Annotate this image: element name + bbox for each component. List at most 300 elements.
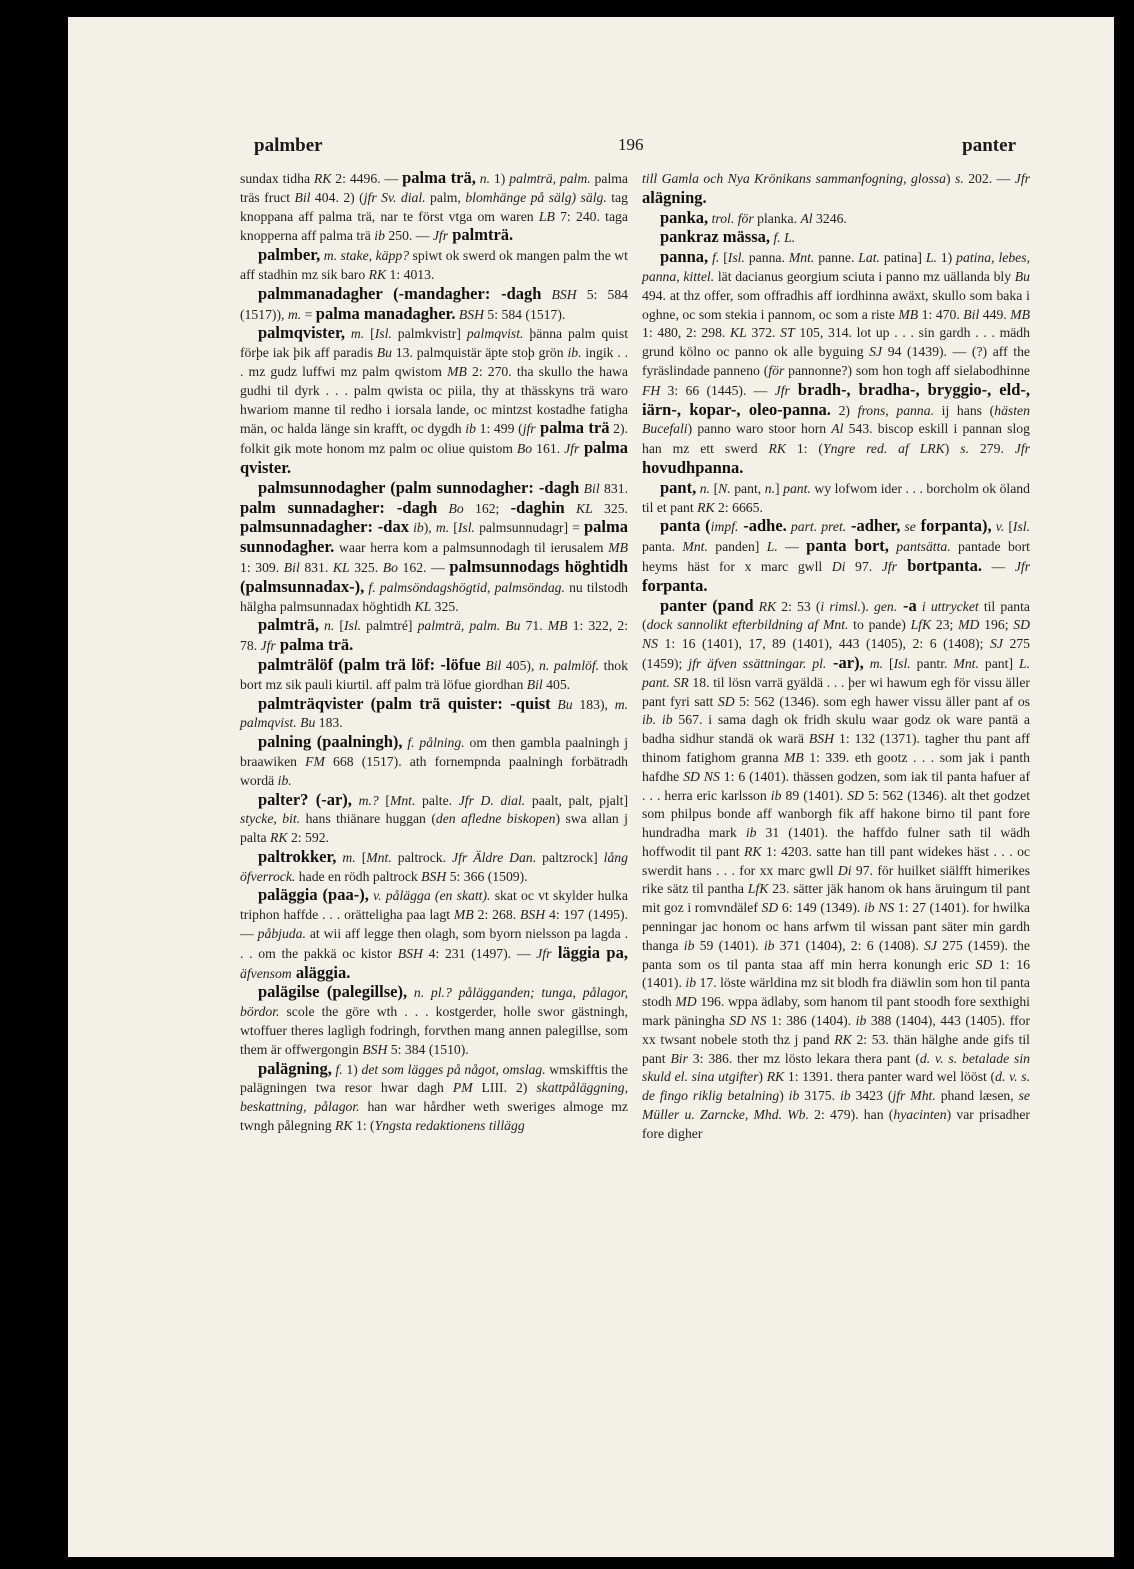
entry-text: 1: 6 (1401). thässen godzen, som iak til panta hafuer af . . . herra eric karlsson xyxy=(642,768,1031,803)
entry-text: [ xyxy=(339,618,344,634)
entry-text: lät dacianus georgium sciuta i panno mz uällanda bly xyxy=(714,268,1015,284)
entry-text: 3175. xyxy=(799,1088,840,1104)
italic-text: n. xyxy=(475,171,494,186)
entry-text: ) panno waro stoor horn xyxy=(687,421,832,437)
italic-text: n. xyxy=(696,480,714,496)
dictionary-entry xyxy=(240,848,628,887)
entry-text: 5: 584 (1517). xyxy=(483,306,566,322)
dictionary-entry xyxy=(240,656,628,695)
italic-text: Mnt. xyxy=(366,849,392,865)
italic-text: Bo xyxy=(437,500,464,516)
entry-text: 97. xyxy=(845,558,882,574)
italic-text: m. xyxy=(336,849,362,865)
italic-text: SD xyxy=(761,900,779,916)
entry-text: 668 (1517). ath fornempnda paalningh forbätradh wordä xyxy=(240,753,628,788)
entry-text: 388 (1404), 443 (1405). ffor xx twsant nobele stoth thz j pand xyxy=(642,1013,1031,1047)
headword: alägning. xyxy=(642,187,707,207)
italic-text: Mnt. xyxy=(389,792,416,808)
entry-text: 2: 479). han ( xyxy=(808,1107,894,1123)
headword: palning (paalningh), xyxy=(258,732,403,752)
headword: palmträqvister (palm trä quister: -quist xyxy=(258,693,551,713)
entry-text: 1: ( xyxy=(785,441,823,457)
headword: forpanta. xyxy=(642,575,708,595)
italic-text: SR xyxy=(673,674,689,690)
headword: -daghin xyxy=(510,497,565,517)
italic-text: Isl. xyxy=(727,250,745,266)
italic-text: v. xyxy=(991,519,1009,535)
italic-text: pant. xyxy=(783,480,811,496)
italic-text: RK xyxy=(766,1069,785,1085)
entry-text: 5: 562 (1346). som egh hawer vissu äller pant af os xyxy=(734,693,1030,709)
entry-text: ) xyxy=(944,441,961,457)
italic-text: Jfr xyxy=(1014,441,1030,457)
entry-text: 325. xyxy=(592,500,628,516)
entry-text: paalt, palt, pjalt] xyxy=(525,792,629,808)
italic-text: hyacinten xyxy=(893,1107,947,1123)
entry-text: paltzrock] xyxy=(536,849,604,865)
italic-text: påbjuda. xyxy=(257,926,306,942)
italic-text: SD xyxy=(975,956,993,972)
dictionary-entry xyxy=(642,597,1030,1144)
entry-text: 5: 366 (1509). xyxy=(446,868,528,884)
italic-text: PM xyxy=(452,1080,473,1096)
entry-text: [ xyxy=(361,849,367,865)
italic-text: jfr Sv. dial. xyxy=(363,189,426,205)
entry-text: 202. — xyxy=(963,171,1015,186)
italic-text: se xyxy=(900,519,916,535)
entry-text: pannonne?) som hon togh aff sielabodhinne xyxy=(784,362,1030,378)
entry-text: 31 (1401). the haffdo fulner sath til wädh hoffwodit til pant xyxy=(642,825,1030,859)
entry-text: pant, xyxy=(730,480,765,496)
entry-text: waar herra kom a palmsunnodagh til ierusalem xyxy=(334,540,609,556)
entry-text: 2: 6665. xyxy=(714,499,763,515)
headword: palmqvister, xyxy=(258,323,345,343)
entry-text: 2: 53 ( xyxy=(776,598,821,614)
italic-text: BSH xyxy=(541,286,577,302)
entry-continuation xyxy=(240,169,628,246)
entry-text: 2) xyxy=(830,402,858,418)
entry-text: 196; xyxy=(979,617,1014,633)
italic-text: SD NS xyxy=(729,1013,767,1029)
headword: palmsunnadagher: -dax xyxy=(240,517,409,537)
entry-text: 543. biscop eskill i pannan slog han mz ett swerd xyxy=(642,421,1030,457)
entry-text: = xyxy=(301,306,316,322)
italic-text: pålägga (en skatt). xyxy=(385,888,491,904)
entry-text: 449. xyxy=(979,306,1011,322)
entry-text: sundax tidha xyxy=(240,171,314,186)
italic-text: ib xyxy=(408,520,424,536)
entry-text: til panta ( xyxy=(642,598,1030,633)
italic-text: KL xyxy=(332,559,350,575)
entry-text: ). xyxy=(860,598,875,614)
entry-text: om then gambla paalningh j braawiken xyxy=(240,735,628,769)
italic-text: MD xyxy=(675,994,697,1010)
italic-text: KL xyxy=(730,325,747,341)
italic-text: SJ xyxy=(869,344,883,360)
headword: pankraz mässa, xyxy=(660,227,771,247)
entry-text: [ xyxy=(370,326,375,342)
italic-text: s. xyxy=(960,441,970,457)
entry-text: 1: 4203. satte han till pant widekes häst . . . oc swerdit hans . . . for xx marc gwll xyxy=(642,843,1030,878)
italic-text: äfvensom xyxy=(240,965,292,981)
italic-text: SD NS xyxy=(683,768,720,784)
entry-text: 3423 ( xyxy=(850,1088,893,1104)
italic-text: BSH xyxy=(362,1041,388,1057)
italic-text: Bo xyxy=(516,441,533,457)
dictionary-page xyxy=(68,17,1114,1557)
italic-text: RK xyxy=(335,1118,353,1134)
entry-text: — xyxy=(981,558,1015,574)
italic-text: jfr xyxy=(522,421,536,437)
italic-text: Bu xyxy=(1014,268,1030,284)
headword: pant, xyxy=(660,477,697,497)
headword: panter (pand xyxy=(660,595,754,615)
italic-text: KL xyxy=(564,500,593,516)
italic-text: Bil xyxy=(480,657,502,673)
italic-text: palmträ, palm. xyxy=(417,618,501,634)
italic-text: m. xyxy=(287,306,302,322)
italic-text: blomhänge på sälg) sälg. xyxy=(465,189,607,205)
italic-text: RK xyxy=(834,1031,852,1047)
italic-text: f. palmsöndagshögtid, palmsöndag. xyxy=(364,579,565,595)
entry-text: scole the göre wth . . . kostgerder, holle swor gästningh, wtoffuer theres laglìgh fodringh, forvthen mang annen palegillse, som them är offwergongin xyxy=(240,1004,628,1057)
italic-text: Bo xyxy=(382,559,398,575)
italic-text: Yngre red. af LRK xyxy=(822,441,945,457)
entry-text: 1) xyxy=(936,250,957,266)
entry-text: 162. — xyxy=(397,559,450,575)
dictionary-entry xyxy=(642,228,1030,248)
dictionary-entry xyxy=(642,517,1030,596)
headword: paltrokker, xyxy=(258,846,337,866)
entry-text: 567. i sama dagh ok fridh skulu waar godz ok ware pantä a badha sidhur standä ok warä xyxy=(642,712,1031,747)
italic-text: SD xyxy=(847,787,864,803)
italic-text: ib xyxy=(374,228,385,244)
italic-text: LfK xyxy=(910,617,932,633)
entry-text: ij hans ( xyxy=(934,402,995,418)
entry-text: palm, xyxy=(425,189,466,205)
italic-text: L. xyxy=(925,250,937,266)
entry-text: pantade bort heyms häst for x marc gwll xyxy=(642,539,1030,574)
italic-text: palmqvist. xyxy=(466,326,524,342)
headword: palma trä, xyxy=(402,168,476,187)
entry-text: palte. xyxy=(415,792,459,808)
italic-text: ib. xyxy=(567,345,582,361)
italic-text: Bu xyxy=(300,715,316,731)
headword: panka, xyxy=(660,207,709,227)
running-head-right: panter xyxy=(962,135,1016,156)
headword: -a xyxy=(897,595,917,615)
italic-text: impf. xyxy=(710,519,739,535)
entry-text: 2: 4496. — xyxy=(331,171,403,186)
italic-text: Di xyxy=(831,558,846,574)
entry-text: han war hårdher weth sweriges almoge mz twngh pålegning xyxy=(240,1099,628,1134)
headword: panta ( xyxy=(660,516,711,536)
entry-text: thok bort mz sik pauli kiurtil. aff palm trä löfue giordhan xyxy=(240,657,628,692)
italic-text: Mnt. xyxy=(953,655,979,671)
italic-text: MD xyxy=(958,617,980,633)
dictionary-entry xyxy=(240,285,628,325)
italic-text: Bil xyxy=(283,559,300,575)
entry-text: 1: 470. xyxy=(918,306,964,322)
entry-text: 1: ( xyxy=(352,1118,375,1134)
italic-text: d. v. s. betalade sin skuld el. sina utgifter xyxy=(642,1050,1030,1085)
italic-text: den afledne biskopen xyxy=(435,811,556,827)
entry-text: [ xyxy=(889,655,894,671)
entry-text: palmtré] xyxy=(361,618,418,634)
entry-text: tag knoppana aff palma trä, nar te först vtga om waren xyxy=(240,189,628,224)
entry-text: [ xyxy=(713,480,719,496)
italic-text: MB xyxy=(608,540,628,556)
entry-text: panta. xyxy=(642,539,683,555)
dictionary-entry xyxy=(240,616,628,656)
headword: -ar), xyxy=(826,652,864,672)
italic-text: ib NS xyxy=(863,900,895,916)
entry-text: 94 (1439). — (?) aff the fyräslindade panneno ( xyxy=(642,344,1030,378)
entry-text: 196. wppa ädlaby, som hanom til pant stoodh fore sexthighi mark päningha xyxy=(642,994,1030,1029)
entry-text: 275 (1459). the panta som os til panta staa aff min herra konungh eric xyxy=(642,937,1030,972)
italic-text: Bu xyxy=(550,696,573,712)
dictionary-entry xyxy=(642,209,1030,229)
headword: paläggia (paa-), xyxy=(258,885,369,905)
italic-text: i rimsl. xyxy=(820,598,861,614)
entry-text: paltrock. xyxy=(391,849,453,865)
entry-text: 2: 592. xyxy=(287,830,329,846)
italic-text: Bil xyxy=(579,480,600,496)
italic-text: RK xyxy=(768,441,786,457)
entry-text: 2: 270. tha skullo the hawa gudhi til dyrk . . . palm qwista oc piila, thy at thässkyns trä waro hwariom manne til redho i iorsala lande, oc mintzst kostadhe fatigha män, oc halda länge sin krafft, oc dygdh xyxy=(240,363,628,437)
entry-text: pant] xyxy=(978,655,1019,671)
running-head-left: palmber xyxy=(254,135,323,156)
headword: palma trä. xyxy=(275,635,354,655)
entry-text: nu tilstodh hälgha palmsunnadax höghtidh xyxy=(240,579,629,614)
entry-text: 5: 584 (1517)), xyxy=(240,286,629,322)
italic-text: pantsätta. xyxy=(888,539,951,555)
entry-text: 2: 53. thän hälghe ande gifs til pant xyxy=(642,1031,1030,1066)
entry-text: 3: 386. ther mz lösto lekara thera pant ( xyxy=(687,1050,920,1066)
dictionary-entry xyxy=(240,695,628,734)
page-number: 196 xyxy=(618,135,644,154)
entry-text: 831. xyxy=(299,559,333,575)
italic-text: ib. xyxy=(277,772,292,788)
italic-text: SD xyxy=(717,693,735,709)
italic-text: Jfr xyxy=(536,945,552,961)
right-column xyxy=(642,169,1030,1144)
entry-text: 1) xyxy=(346,1061,362,1077)
entry-text: 3: 66 (1445). — xyxy=(660,382,775,398)
entry-text: ) xyxy=(758,1069,767,1085)
dictionary-entry xyxy=(240,246,628,285)
dictionary-entry xyxy=(240,479,628,617)
entry-text: ) var prisadher fore digher xyxy=(642,1107,1030,1141)
italic-text: Mnt. xyxy=(682,539,708,555)
headword: palma qvister. xyxy=(240,438,628,477)
entry-text: skat oc vt skylder hulka triphon haffde . . . orätteligha paa lagt xyxy=(240,888,628,923)
dictionary-entry xyxy=(240,733,628,790)
italic-text: Jfr Äldre Dan. xyxy=(452,849,537,865)
entry-text: 275 (1459); xyxy=(642,636,1031,671)
dictionary-entry xyxy=(240,791,628,848)
italic-text: Bil xyxy=(294,189,311,205)
entry-text: to pande) xyxy=(848,617,911,633)
italic-text: RK xyxy=(313,171,332,186)
italic-text: Yngsta redaktionens tillägg xyxy=(374,1118,525,1134)
entry-text: 831. xyxy=(599,480,629,496)
entry-text: 1: 480, 2: 298. xyxy=(642,325,731,341)
headword: palma trä xyxy=(535,418,610,438)
dictionary-entry xyxy=(240,886,628,983)
dictionary-entry xyxy=(240,1060,628,1136)
italic-text: Bu xyxy=(376,345,392,361)
entry-text: ) xyxy=(779,1088,789,1104)
headword: bradh-, bradha-, bryggio-, eld-, iärn-, kopar-, oleo-panna. xyxy=(642,379,1030,419)
italic-text: m. xyxy=(435,520,450,536)
italic-text: L. pant. xyxy=(642,655,1031,690)
italic-text: ib xyxy=(855,1013,867,1029)
italic-text: Jfr xyxy=(564,441,580,457)
entry-text: panden] xyxy=(707,539,767,555)
entry-text: — xyxy=(777,539,807,555)
entry-text: ) xyxy=(945,171,955,186)
italic-text: Bu xyxy=(505,618,521,634)
italic-text: m. xyxy=(863,655,889,671)
headword: palmber, xyxy=(258,245,321,265)
entry-text: 1: 16 (1401). xyxy=(642,956,1030,991)
headword: forpanta), xyxy=(915,516,992,536)
italic-text: f. L. xyxy=(770,230,796,246)
headword: bortpanta. xyxy=(896,555,982,575)
entry-text: ) swa allan j palta xyxy=(240,811,628,846)
entry-text: 6: 149 (1349). xyxy=(778,900,864,916)
entry-text: pantr. xyxy=(910,655,954,671)
entry-text: 371 (1404), 2: 6 (1408). xyxy=(774,937,925,953)
italic-text: N. xyxy=(718,480,731,496)
italic-text: Jfr xyxy=(774,382,790,398)
entry-text: 1) xyxy=(493,171,510,186)
italic-text: n. xyxy=(764,480,775,496)
entry-text: 4: 197 (1495). — xyxy=(240,907,628,942)
headword: palmsunnodagher (palm sunnodagher: -dagh xyxy=(258,477,580,497)
italic-text: MB xyxy=(898,306,919,322)
italic-text: m. palmqvist. xyxy=(240,696,629,731)
italic-text: Isl. xyxy=(343,618,362,634)
italic-text: m. stake, käpp? xyxy=(320,248,410,264)
headword: palmträ, xyxy=(258,615,319,635)
entry-text: 1: 4013. xyxy=(386,266,435,282)
headword: palägning, xyxy=(258,1058,332,1078)
entry-text: 404. 2) ( xyxy=(310,189,364,205)
entry-text: 405. xyxy=(542,676,571,692)
italic-text: jfr Mht. xyxy=(892,1088,936,1104)
italic-text: RK xyxy=(368,266,387,282)
entry-text: [ xyxy=(449,520,458,536)
entry-text: 1: 339. eth gootz . . . som jak i panth hafdhe xyxy=(642,749,1030,784)
entry-text: 1: 132 (1371). tagher thu pant aff thinom fatighom granna xyxy=(642,731,1030,765)
italic-text: i uttrycket xyxy=(916,598,979,614)
italic-text: MB xyxy=(447,363,467,379)
entry-text: 161. xyxy=(532,441,565,457)
italic-text: ST xyxy=(780,325,795,341)
entry-text: wmskifftis the palägningen twa resor hwar dagh xyxy=(240,1061,628,1096)
entry-text: panna. xyxy=(744,250,789,266)
headword: palmträ. xyxy=(448,225,514,245)
italic-text: för xyxy=(768,362,785,378)
italic-text: n. palmlöf. xyxy=(538,657,600,673)
italic-text: MB xyxy=(547,618,568,634)
entry-text: 4: 231 (1497). — xyxy=(422,945,537,961)
italic-text: ib xyxy=(661,712,673,728)
entry-text: 5: 384 (1510). xyxy=(387,1041,469,1057)
italic-text: ib xyxy=(770,787,782,803)
entry-text: at wii aff legge then olagh, som byorn nielsson pa lagda . . . om the pakkä oc kistor xyxy=(240,926,629,961)
headword: -adher, xyxy=(846,516,901,536)
entry-text: palma träs fruct xyxy=(240,171,628,205)
headword: palma sunnodagher. xyxy=(240,517,629,557)
italic-text: d. v. s. de fingo riklig betalning xyxy=(642,1069,1031,1104)
entry-text: [ xyxy=(1008,519,1013,535)
entry-text: 162; xyxy=(463,500,511,516)
italic-text: stycke, bit. xyxy=(240,811,301,827)
entry-text: 89 (1401). xyxy=(781,787,848,803)
italic-text: ib. xyxy=(642,712,657,728)
italic-text: Jfr xyxy=(1014,558,1031,574)
italic-text: jfr äfven ssättningar. pl. xyxy=(688,655,827,671)
italic-text: ib xyxy=(788,1088,800,1104)
entry-text: 1: 27 (1401). for hwilka penningar jac honom oc hans arfwm til wissan pant säter min gardh thanga xyxy=(642,900,1030,953)
entry-text: 71. xyxy=(520,618,548,634)
italic-text: SD NS xyxy=(642,617,1030,652)
italic-text: BSH xyxy=(808,731,835,747)
italic-text: Jfr xyxy=(260,638,276,654)
headword: hovudhpanna. xyxy=(642,457,744,477)
italic-text: Jfr xyxy=(881,558,897,574)
italic-text: dock sannolikt efterbildning af Mnt. xyxy=(646,617,849,633)
italic-text: det som lägges på något, omslag. xyxy=(361,1061,546,1077)
entry-text: ), xyxy=(423,520,436,536)
italic-text: lång öfverrock. xyxy=(240,849,628,884)
entry-text: ingik . . . mz gudz luffwi mz palm qwistom xyxy=(240,345,629,379)
italic-text: Bil xyxy=(526,676,543,692)
italic-text: s. xyxy=(955,171,964,186)
entry-text: 1: 386 (1404). xyxy=(766,1013,856,1029)
entry-text: 1: 322, 2: 78. xyxy=(240,618,629,654)
italic-text: trol. för xyxy=(708,210,754,226)
italic-text: RK xyxy=(697,499,715,515)
entry-text: 2). folkit gik mote honom mz palm oc oliue quistom xyxy=(240,421,628,457)
italic-text: part. pret. xyxy=(786,519,847,535)
italic-text: palmträ, palm. xyxy=(509,171,591,186)
entry-continuation xyxy=(642,169,1030,209)
entry-text: 105, 314. lot up . . . sin gardh . . . mädh grund kölno oc panno ok alle byguing xyxy=(642,325,1030,360)
italic-text: BSH xyxy=(455,306,484,322)
entry-text: þänna palm quist förþe iak þik aff paradis xyxy=(240,326,628,361)
headword: panta bort, xyxy=(806,536,889,556)
italic-text: FM xyxy=(305,753,325,769)
italic-text: Lat. xyxy=(858,250,880,266)
headword: palägilse (palegillse), xyxy=(258,982,408,1002)
entry-text: 494. at thz offer, som offradhis aff iordhinna awäxt, skullo som baka i oghne, oc som stekia i pannom, oc som a riste xyxy=(642,287,1030,322)
italic-text: se Müller u. Zarncke, Mhd. Wb. xyxy=(642,1088,1030,1123)
entry-text: 279. xyxy=(969,441,1015,457)
entry-text: LIII. 2) xyxy=(472,1080,537,1096)
italic-text: ib xyxy=(683,937,695,953)
dictionary-entry xyxy=(240,983,628,1059)
italic-text: ib xyxy=(763,937,775,953)
entry-text: 7: 240. taga knopperna aff palma trä xyxy=(240,208,628,244)
entry-text: 250. — xyxy=(384,228,433,244)
italic-text: ib xyxy=(685,975,697,991)
italic-text: Isl. xyxy=(374,326,392,342)
italic-text: MB xyxy=(783,749,804,765)
